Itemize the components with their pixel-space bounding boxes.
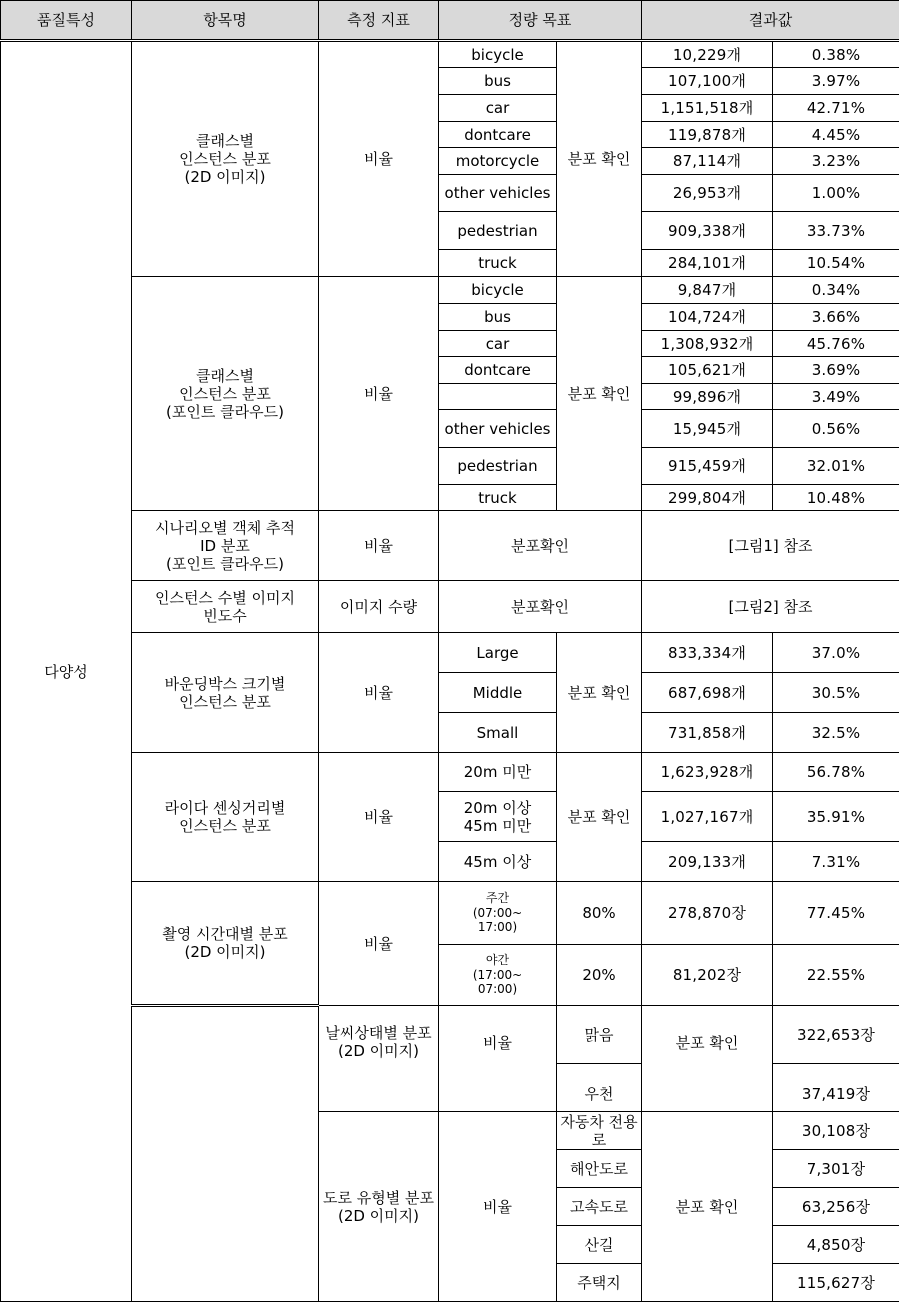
result-reference: [그림2] 참조 (642, 581, 899, 633)
category-label: 20m 미만 (439, 753, 557, 792)
category-label: car (439, 331, 557, 357)
count-cell: 322,653장 (773, 1006, 899, 1064)
category-label: car (439, 95, 557, 122)
count-cell: 209,133개 (642, 842, 773, 882)
percent-cell: 77.45% (773, 882, 899, 945)
quality-cell-diversity: 다양성 (1, 41, 132, 1302)
category-label: 맑음 (557, 1006, 642, 1064)
count-cell: 15,945개 (642, 410, 773, 448)
header-target: 정량 목표 (439, 1, 642, 41)
target-percent: 80% (557, 882, 642, 945)
item-capture-time: 촬영 시간대별 분포 (2D 이미지) (132, 882, 319, 1006)
metric-cell: 비율 (439, 1112, 557, 1302)
metric-cell: 비율 (319, 633, 439, 753)
count-cell: 105,621개 (642, 357, 773, 384)
category-label: motorcycle (439, 148, 557, 175)
count-cell: 687,698개 (642, 673, 773, 713)
category-label: pedestrian (439, 212, 557, 250)
target-cell: 분포 확인 (557, 633, 642, 753)
item-bbox-size: 바운딩박스 크기별 인스턴스 분포 (132, 633, 319, 753)
count-cell: 915,459개 (642, 448, 773, 485)
category-label: 주간 (07:00~ 17:00) (439, 882, 557, 945)
category-label: bus (439, 68, 557, 95)
category-label: other vehicles (439, 175, 557, 212)
count-cell: 104,724개 (642, 304, 773, 331)
target-cell: 분포 확인 (642, 1112, 773, 1302)
count-cell: 731,858개 (642, 713, 773, 753)
category-label: 우천 (557, 1064, 642, 1112)
item-weather: 날씨상태별 분포 (2D 이미지) (319, 1006, 439, 1112)
header-quality: 품질특성 (1, 1, 132, 41)
metric-cell: 비율 (319, 882, 439, 1006)
count-cell: 81,202장 (642, 945, 773, 1006)
percent-cell: 33.73% (773, 212, 899, 250)
table-row (1, 1006, 899, 1064)
category-label: 주택지 (557, 1264, 642, 1302)
table-row (1, 277, 899, 304)
percent-cell: 3.69% (773, 357, 899, 384)
item-road-type: 도로 유형별 분포 (2D 이미지) (319, 1112, 439, 1302)
category-label: truck (439, 485, 557, 511)
count-cell: 4,850장 (773, 1226, 899, 1264)
percent-cell: 3.97% (773, 68, 899, 95)
category-label: 야간 (17:00~ 07:00) (439, 945, 557, 1006)
target-percent: 20% (557, 945, 642, 1006)
count-cell: 87,114개 (642, 148, 773, 175)
target-cell: 분포확인 (439, 581, 642, 633)
percent-cell: 45.76% (773, 331, 899, 357)
metric-cell: 이미지 수량 (319, 581, 439, 633)
percent-cell: 3.49% (773, 384, 899, 410)
header-item-name: 항목명 (132, 1, 319, 41)
table-row (1, 511, 899, 581)
category-label: 자동차 전용로 (557, 1112, 642, 1150)
count-cell: 107,100개 (642, 68, 773, 95)
count-cell: 119,878개 (642, 122, 773, 148)
count-cell: 26,953개 (642, 175, 773, 212)
percent-cell: 7.31% (773, 842, 899, 882)
category-label: Small (439, 713, 557, 753)
metric-cell: 비율 (319, 277, 439, 511)
count-cell: 1,027,167개 (642, 792, 773, 842)
count-cell: 299,804개 (642, 485, 773, 511)
percent-cell: 32.5% (773, 713, 899, 753)
percent-cell: 10.54% (773, 250, 899, 277)
item-class-2d: 클래스별 인스턴스 분포 (2D 이미지) (132, 41, 319, 277)
count-cell: 833,334개 (642, 633, 773, 673)
percent-cell: 3.23% (773, 148, 899, 175)
category-label (439, 384, 557, 410)
category-label: 해안도로 (557, 1150, 642, 1188)
category-label: bus (439, 304, 557, 331)
table-row (1, 633, 899, 673)
count-cell: 7,301장 (773, 1150, 899, 1188)
percent-cell: 22.55% (773, 945, 899, 1006)
count-cell: 63,256장 (773, 1188, 899, 1226)
category-label: Middle (439, 673, 557, 713)
table-row (1, 753, 899, 792)
percent-cell: 0.34% (773, 277, 899, 304)
table-row (1, 882, 899, 945)
count-cell: 278,870장 (642, 882, 773, 945)
target-cell: 분포 확인 (557, 753, 642, 882)
percent-cell: 37.0% (773, 633, 899, 673)
metric-cell: 비율 (319, 511, 439, 581)
count-cell: 284,101개 (642, 250, 773, 277)
header-metric: 측정 지표 (319, 1, 439, 41)
category-label: pedestrian (439, 448, 557, 485)
category-label: bicycle (439, 277, 557, 304)
category-label: 산길 (557, 1226, 642, 1264)
target-cell: 분포 확인 (557, 277, 642, 511)
count-cell: 9,847개 (642, 277, 773, 304)
percent-cell: 1.00% (773, 175, 899, 212)
category-label: bicycle (439, 41, 557, 68)
percent-cell: 0.56% (773, 410, 899, 448)
count-cell: 10,229개 (642, 41, 773, 68)
table-row (1, 41, 899, 68)
metric-cell: 비율 (319, 753, 439, 882)
item-instance-count: 인스턴스 수별 이미지 빈도수 (132, 581, 319, 633)
target-cell: 분포확인 (439, 511, 642, 581)
category-label: truck (439, 250, 557, 277)
count-cell: 1,151,518개 (642, 95, 773, 122)
percent-cell: 3.66% (773, 304, 899, 331)
count-cell: 30,108장 (773, 1112, 899, 1150)
result-reference: [그림1] 참조 (642, 511, 899, 581)
metric-cell: 비율 (319, 41, 439, 277)
percent-cell: 32.01% (773, 448, 899, 485)
item-class-pointcloud: 클래스별 인스턴스 분포 (포인트 클라우드) (132, 277, 319, 511)
percent-cell: 0.38% (773, 41, 899, 68)
item-scenario-tracking: 시나리오별 객체 추적 ID 분포 (포인트 클라우드) (132, 511, 319, 581)
category-label: Large (439, 633, 557, 673)
percent-cell: 10.48% (773, 485, 899, 511)
target-cell: 분포 확인 (557, 41, 642, 277)
category-label: 고속도로 (557, 1188, 642, 1226)
percent-cell: 42.71% (773, 95, 899, 122)
percent-cell: 4.45% (773, 122, 899, 148)
category-label: 20m 이상 45m 미만 (439, 792, 557, 842)
item-lidar-distance: 라이다 센싱거리별 인스턴스 분포 (132, 753, 319, 882)
count-cell: 1,308,932개 (642, 331, 773, 357)
table-row (1, 581, 899, 633)
count-cell: 1,623,928개 (642, 753, 773, 792)
percent-cell: 56.78% (773, 753, 899, 792)
count-cell: 909,338개 (642, 212, 773, 250)
category-label: dontcare (439, 122, 557, 148)
metric-cell: 비율 (439, 1006, 557, 1112)
category-label: 45m 이상 (439, 842, 557, 882)
target-cell: 분포 확인 (642, 1006, 773, 1112)
category-label: other vehicles (439, 410, 557, 448)
count-cell: 115,627장 (773, 1264, 899, 1302)
header-row (1, 1, 899, 41)
percent-cell: 35.91% (773, 792, 899, 842)
percent-cell: 30.5% (773, 673, 899, 713)
category-label: dontcare (439, 357, 557, 384)
count-cell: 99,896개 (642, 384, 773, 410)
count-cell: 37,419장 (773, 1064, 899, 1112)
quality-cell-secondary (132, 1006, 319, 1302)
header-result: 결과값 (642, 1, 899, 41)
